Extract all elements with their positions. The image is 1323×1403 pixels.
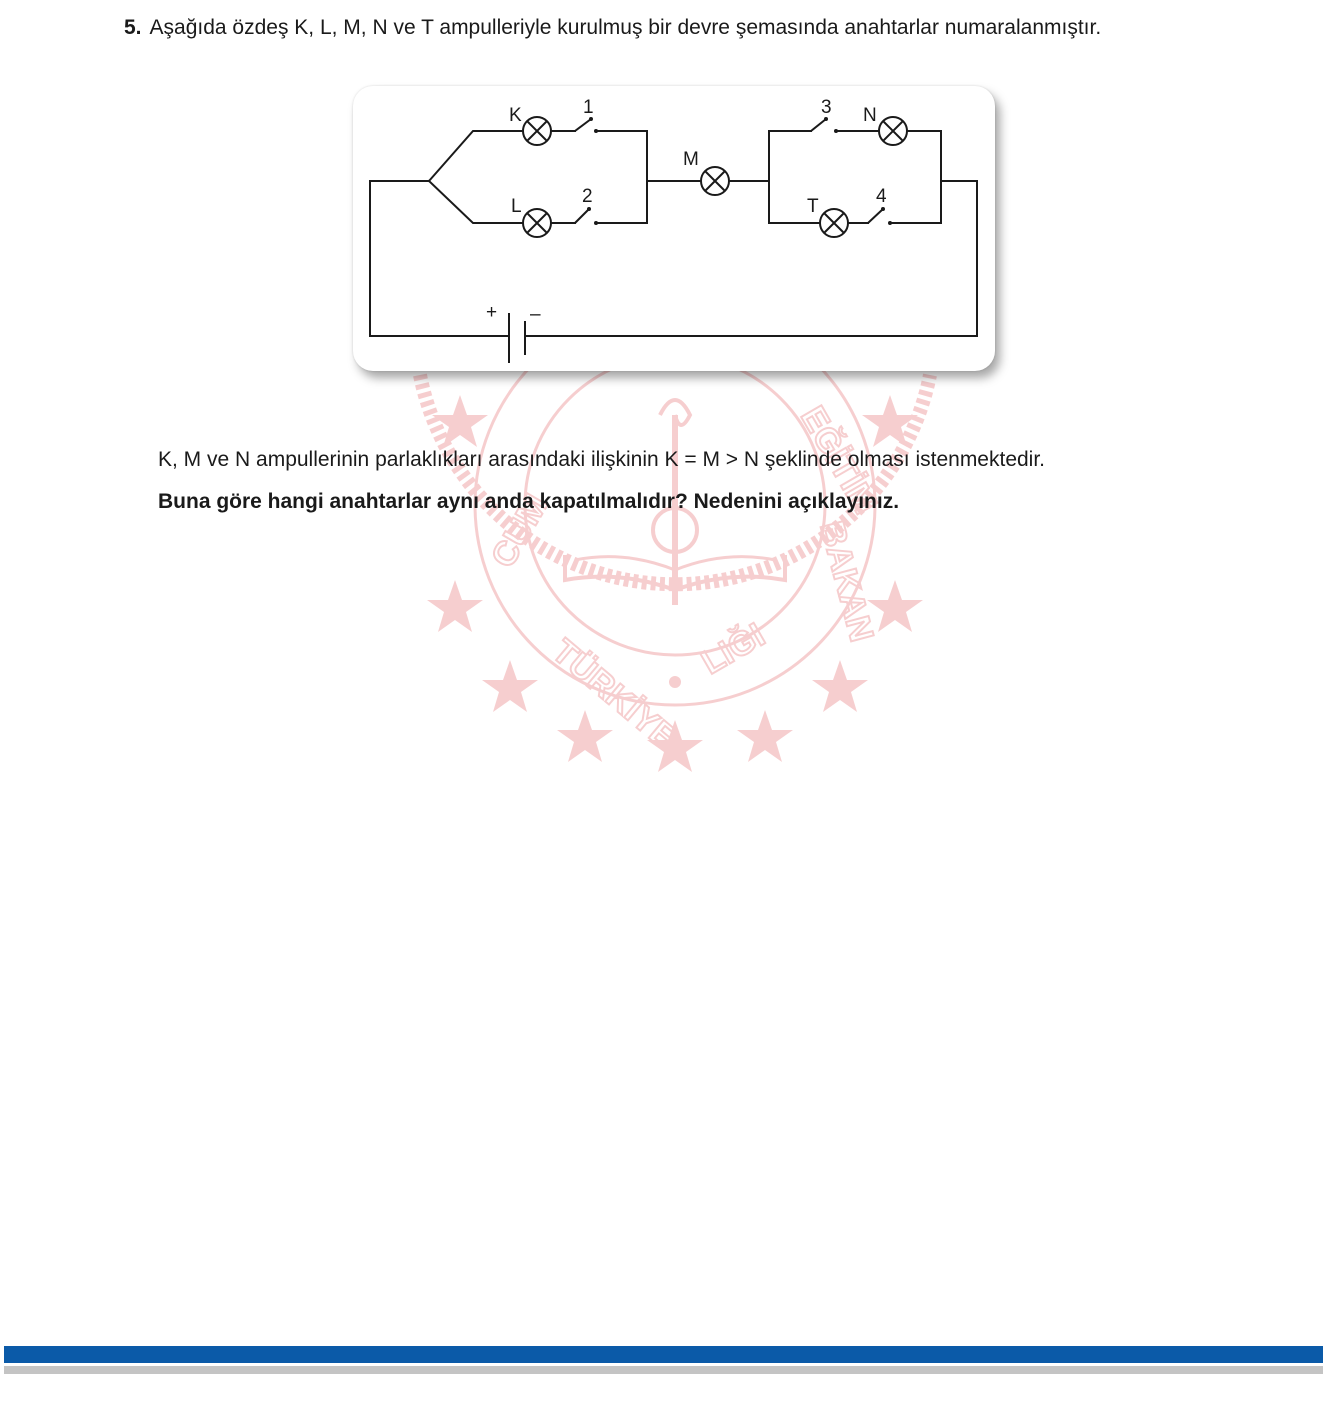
bulb-k [523,117,551,145]
switch-2 [575,209,589,223]
bulb-t-label: T [807,196,819,217]
battery-minus-label: – [530,304,541,325]
bulb-n-label: N [863,105,877,126]
svg-text:EĞİTİM: EĞİTİM [793,400,885,521]
condition-text: K, M ve N ampullerinin parlaklıkları arasındaki ilişkinin K = M > N şeklinde olması istenmektedir. [158,448,1046,471]
switch-2-label: 2 [582,186,593,207]
question-number: 5. [124,16,142,39]
question-intro [124,16,1101,40]
switch-3-label: 3 [821,97,832,118]
bulb-l [523,209,551,237]
question-intro-text: Aşağıda özdeş K, L, M, N ve T ampulleriyle kurulmuş bir devre şemasında anahtarlar numaralanmıştır. [149,16,1102,39]
bulb-t [820,209,848,237]
switch-1 [575,119,591,131]
ministry-seal-watermark [380,355,970,815]
circuit-diagram [353,86,995,371]
bulb-m-label: M [683,149,699,170]
bulb-k-label: K [509,105,522,126]
battery-plus-label: + [486,302,498,323]
bulb-m [701,167,729,195]
svg-text:TÜRKİYE: TÜRKİYE [544,632,684,758]
switch-4-label: 4 [876,186,887,207]
footer-grey-bar [4,1366,1323,1374]
switch-4 [868,209,883,223]
bulb-n [879,117,907,145]
svg-text:BAKAN: BAKAN [812,517,881,646]
circuit-figure [353,86,995,371]
switch-1-label: 1 [583,97,594,118]
footer-blue-bar [4,1346,1323,1363]
svg-text:CUM: CUM [484,487,556,574]
question-prompt: Buna göre hangi anahtarlar aynı anda kapatılmalıdır? Nedenini açıklayınız. [158,490,900,513]
svg-text:LIĞI: LIĞI [695,615,772,682]
switch-3 [811,119,826,131]
bulb-l-label: L [511,196,522,217]
